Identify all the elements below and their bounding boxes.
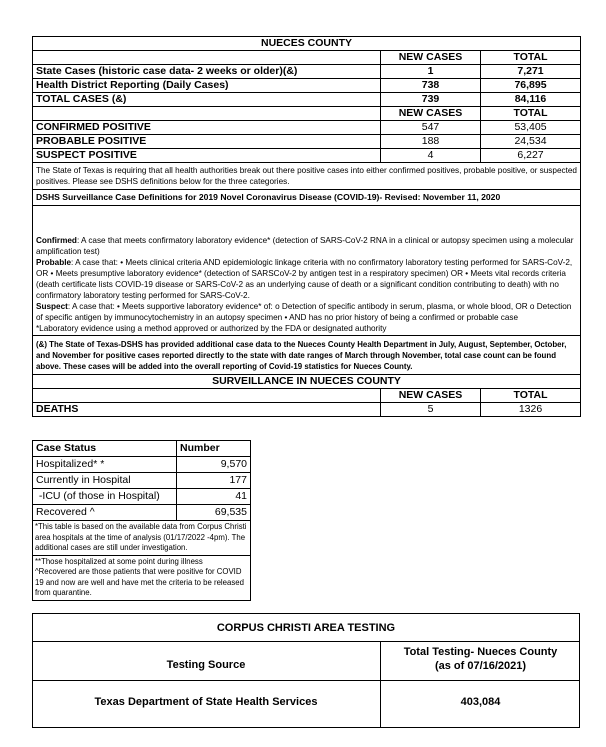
row-label: State Cases (historic case data- 2 weeks or older)(&) [33, 65, 381, 79]
surveillance-title: SURVEILLANCE IN NUECES COUNTY [33, 375, 581, 389]
status-header-label: Case Status [33, 441, 177, 457]
status-label: -ICU (of those in Hospital) [33, 489, 177, 505]
deaths-new: 5 [381, 403, 481, 417]
testing-title: CORPUS CHRISTI AREA TESTING [216, 622, 396, 634]
table-row [33, 505, 251, 521]
def-confirmed: Confirmed: A case that meets confirmatory laboratory evidence* (detection of SARS-CoV-2 RNA in a clinical or autopsy specimen using a molecular amplification test) [36, 236, 574, 256]
status-label: Currently in Hospital [33, 473, 177, 489]
amp-note: (&) The State of Texas-DSHS has provided additional case data to the Nueces County Health Department in July, August, September, October, and November for positive cases reported directly to the state with date ranges of March through November, total case count can be found above. These cases will be added into the overall reporting of Covid-19 statistics for Nueces County. [33, 336, 581, 375]
row-total: 7,271 [481, 65, 581, 79]
row-label: PROBABLE POSITIVE [33, 135, 381, 149]
row-total: 6,227 [481, 149, 581, 163]
table-row [33, 79, 581, 93]
row-new: 4 [381, 149, 481, 163]
status-value: 9,570 [177, 457, 251, 473]
testing-source-header: Testing Source [166, 659, 246, 671]
state-note: The State of Texas is requiring that all health authorities break out there positive cases into either confirmed positives, probable positive, or suspected positives. Please see DSHS definitions below for the three categories. [33, 163, 581, 190]
status-note-row [33, 555, 251, 600]
testing-total-header-2: (as of 07/16/2021) [434, 660, 527, 672]
def-probable: Probable: A case that: • Meets clinical criteria AND epidemiologic linkage criteria with no confirmatory laboratory testing performed for SARS-CoV-2, OR • Meets presumptive laboratory evidence* (detection of SARSCoV-2 by antigen test in a respiratory specimen) OR • Meets vital records criteria (death certificate lists COVID-19 disease or SARS-CoV-2 as an underlying cause of death or a significant condition contributing to death) with no confirmatory laboratory testing performed for SARS-CoV-2. [36, 258, 573, 300]
row-label: CONFIRMED POSITIVE [33, 121, 381, 135]
surveillance-title-row [33, 375, 581, 389]
status-value: 69,535 [177, 505, 251, 521]
total-header: TOTAL [481, 389, 581, 403]
table-row [33, 121, 581, 135]
deaths-header-row [33, 389, 581, 403]
deaths-row [33, 403, 581, 417]
new-cases-header: NEW CASES [381, 107, 481, 121]
status-value: 177 [177, 473, 251, 489]
definitions-row [33, 206, 581, 336]
new-cases-header: NEW CASES [381, 389, 481, 403]
row-total: 53,405 [481, 121, 581, 135]
def-suspect: Suspect: A case that: • Meets supportive laboratory evidence* of: o Detection of specific antibody in serum, plasma, or whole blood, OR o Detection of specific antigen by immunocytochemistry in an autopsy specimen • AND has no prior history of being a confirmed or probable case [36, 302, 572, 322]
state-note-row [33, 163, 581, 190]
table-row [33, 457, 251, 473]
row-new: 1 [381, 65, 481, 79]
total-header: TOTAL [481, 51, 581, 65]
table-row [33, 149, 581, 163]
row-label: TOTAL CASES (&) [33, 93, 381, 107]
row-new: 547 [381, 121, 481, 135]
status-header-row [33, 441, 251, 457]
amp-note-row [33, 336, 581, 375]
status-label: Hospitalized* * [33, 457, 177, 473]
status-note-2-3 [33, 555, 251, 600]
status-note-row [33, 521, 251, 556]
testing-divider-h1 [32, 641, 580, 642]
row-label: Health District Reporting (Daily Cases) [33, 79, 381, 93]
deaths-total: 1326 [481, 403, 581, 417]
definitions-title: DSHS Surveillance Case Definitions for 2019 Novel Coronavirus Disease (COVID-19)- Revised: November 11, 2020 [33, 190, 581, 206]
row-new: 738 [381, 79, 481, 93]
status-note-2: **Those hospitalized at some point during illness [35, 556, 203, 566]
status-label: Recovered ^ [33, 505, 177, 521]
definitions-title-row [33, 190, 581, 206]
testing-total: 403,084 [460, 696, 501, 708]
total-header: TOTAL [481, 107, 581, 121]
status-note-1: *This table is based on the available data from Corpus Christi area hospitals at the time of analysis (01/17/2022 -4pm). The additional cases are still under investigation. [33, 521, 251, 556]
cases-table [32, 36, 581, 417]
category-header-row [33, 107, 581, 121]
new-cases-header: NEW CASES [381, 51, 481, 65]
testing-source: Texas Department of State Health Services [94, 696, 318, 708]
table-row [33, 135, 581, 149]
table-row [33, 93, 581, 107]
deaths-label: DEATHS [33, 403, 381, 417]
table-row [33, 473, 251, 489]
county-header-row [33, 37, 581, 51]
case-status-table [32, 440, 251, 601]
row-total: 24,534 [481, 135, 581, 149]
row-total: 76,895 [481, 79, 581, 93]
status-note-3: ^Recovered are those patients that were positive for COVID 19 and now are well and have met the criteria to be released from quarantine. [35, 567, 244, 597]
table-row [33, 65, 581, 79]
row-total: 84,116 [481, 93, 581, 107]
table-row [33, 489, 251, 505]
row-label: SUSPECT POSITIVE [33, 149, 381, 163]
row-new: 739 [381, 93, 481, 107]
row-new: 188 [381, 135, 481, 149]
status-header-number: Number [177, 441, 251, 457]
testing-divider-h2 [32, 680, 580, 681]
cases-header-row [33, 51, 581, 65]
status-value: 41 [177, 489, 251, 505]
testing-total-header-1: Total Testing- Nueces County [403, 646, 558, 658]
def-lab: *Laboratory evidence using a method approved or authorized by the FDA or designated authority [36, 324, 387, 333]
county-title: NUECES COUNTY [33, 37, 581, 51]
definitions-block [33, 206, 581, 336]
